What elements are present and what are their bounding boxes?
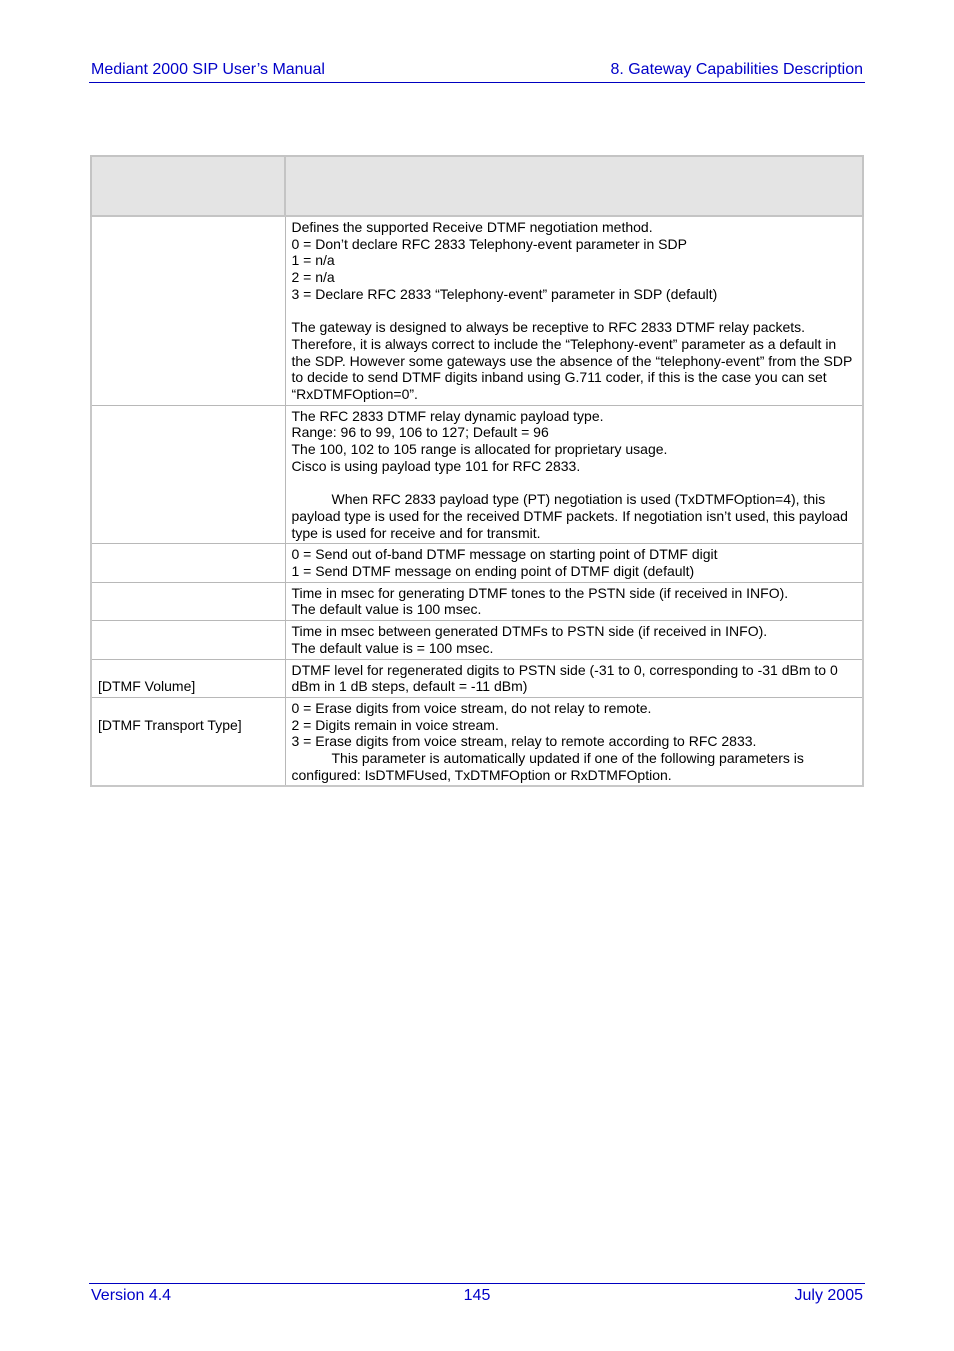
- date-label: July 2005: [794, 1287, 863, 1304]
- description-line: [292, 475, 857, 492]
- description-line: [292, 303, 857, 320]
- table-row: [91, 697, 863, 786]
- table-row: [91, 544, 863, 582]
- parameter-cell: [DTMF Volume]: [91, 659, 285, 697]
- page-footer: [89, 1283, 865, 1306]
- description-line: Defines the supported Receive DTMF negotiation method.: [291, 219, 653, 235]
- description-cell: [285, 659, 863, 697]
- parameters-table: [90, 155, 864, 787]
- description-line: 0 = Send out of-band DTMF message on starting point of DTMF digit: [291, 546, 718, 563]
- header-parameter-cell: [91, 156, 285, 216]
- description-line: 0 = Erase digits from voice stream, do not relay to remote.: [291, 699, 652, 716]
- description-line: The default value is = 100 msec.: [291, 639, 494, 656]
- parameter-cell: [91, 621, 285, 659]
- description-line: The default value is 100 msec.: [291, 601, 482, 618]
- table-row: [91, 582, 863, 620]
- description-line: DTMF level for regenerated digits to PSTN side (-31 to 0, corresponding to -31 dBm to 0 dBm in 1 dB steps, default = -11 dBm): [291, 661, 842, 695]
- description-line: The 100, 102 to 105 range is allocated for proprietary usage.: [291, 441, 668, 458]
- description-cell: [285, 216, 863, 405]
- manual-title: Mediant 2000 SIP User’s Manual: [91, 61, 325, 78]
- description-line: Time in msec between generated DTMFs to PSTN side (if received in INFO).: [291, 623, 768, 640]
- description-cell: [285, 405, 863, 544]
- description-line: 2 = Digits remain in voice stream.: [291, 716, 499, 733]
- description-cell: [285, 544, 863, 582]
- parameter-cell: [DTMF Transport Type]: [91, 697, 285, 786]
- description-cell: [285, 697, 863, 786]
- description-line: 2 = n/a: [291, 269, 335, 286]
- description-line: The RFC 2833 DTMF relay dynamic payload type.: [291, 407, 604, 424]
- page-number: 145: [463, 1287, 491, 1304]
- note-text: When RFC 2833 payload type (PT) negotiation is used (TxDTMFOption=4), this payload type is used for the received DTMF packets. If negotiation isn’t used, this payload type is used for receive and for transmit.: [291, 491, 852, 541]
- description-line: 0 = Don’t declare RFC 2833 Telephony-event parameter in SDP: [291, 235, 687, 252]
- description-line: 3 = Erase digits from voice stream, relay to remote according to RFC 2833.: [291, 733, 757, 750]
- chapter-title: 8. Gateway Capabilities Description: [610, 61, 863, 78]
- note-text: This parameter is automatically updated if one of the following parameters is configured: IsDTMFUsed, TxDTMFOption or RxDTMFOption.: [291, 750, 808, 783]
- table-row: [91, 621, 863, 659]
- version-label: Version 4.4: [91, 1287, 172, 1304]
- description-line: 1 = n/a: [291, 252, 335, 269]
- table-row: [91, 405, 863, 544]
- parameter-cell: [91, 405, 285, 544]
- description-line: Cisco is using payload type 101 for RFC 2833.: [291, 457, 581, 474]
- description-cell: [285, 621, 863, 659]
- table-row: [91, 216, 863, 405]
- description-line: 1 = Send DTMF message on ending point of DTMF digit (default): [291, 563, 695, 580]
- table-header-row: [91, 156, 863, 216]
- parameter-cell: [91, 544, 285, 582]
- table-row: [91, 659, 863, 697]
- description-line: Range: 96 to 99, 106 to 127; Default = 96: [291, 424, 549, 441]
- parameter-cell: [91, 216, 285, 405]
- page-header: [89, 60, 865, 83]
- description-line: 3 = Declare RFC 2833 “Telephony-event” parameter in SDP (default): [291, 285, 718, 302]
- header-description-cell: [285, 156, 863, 216]
- description-line: Time in msec for generating DTMF tones to the PSTN side (if received in INFO).: [291, 584, 789, 601]
- description-line: The gateway is designed to always be receptive to RFC 2833 DTMF relay packets. Therefore, it is always correct to include the “Telephony-event” parameter as a default in the SDP. However some gateways use the absence of the “telephony-event” from the SDP to decide to send DTMF digits inband using G.711 coder, if this is the case you can set “RxDTMFOption=0”.: [291, 319, 856, 403]
- description-cell: [285, 582, 863, 620]
- parameter-cell: [91, 582, 285, 620]
